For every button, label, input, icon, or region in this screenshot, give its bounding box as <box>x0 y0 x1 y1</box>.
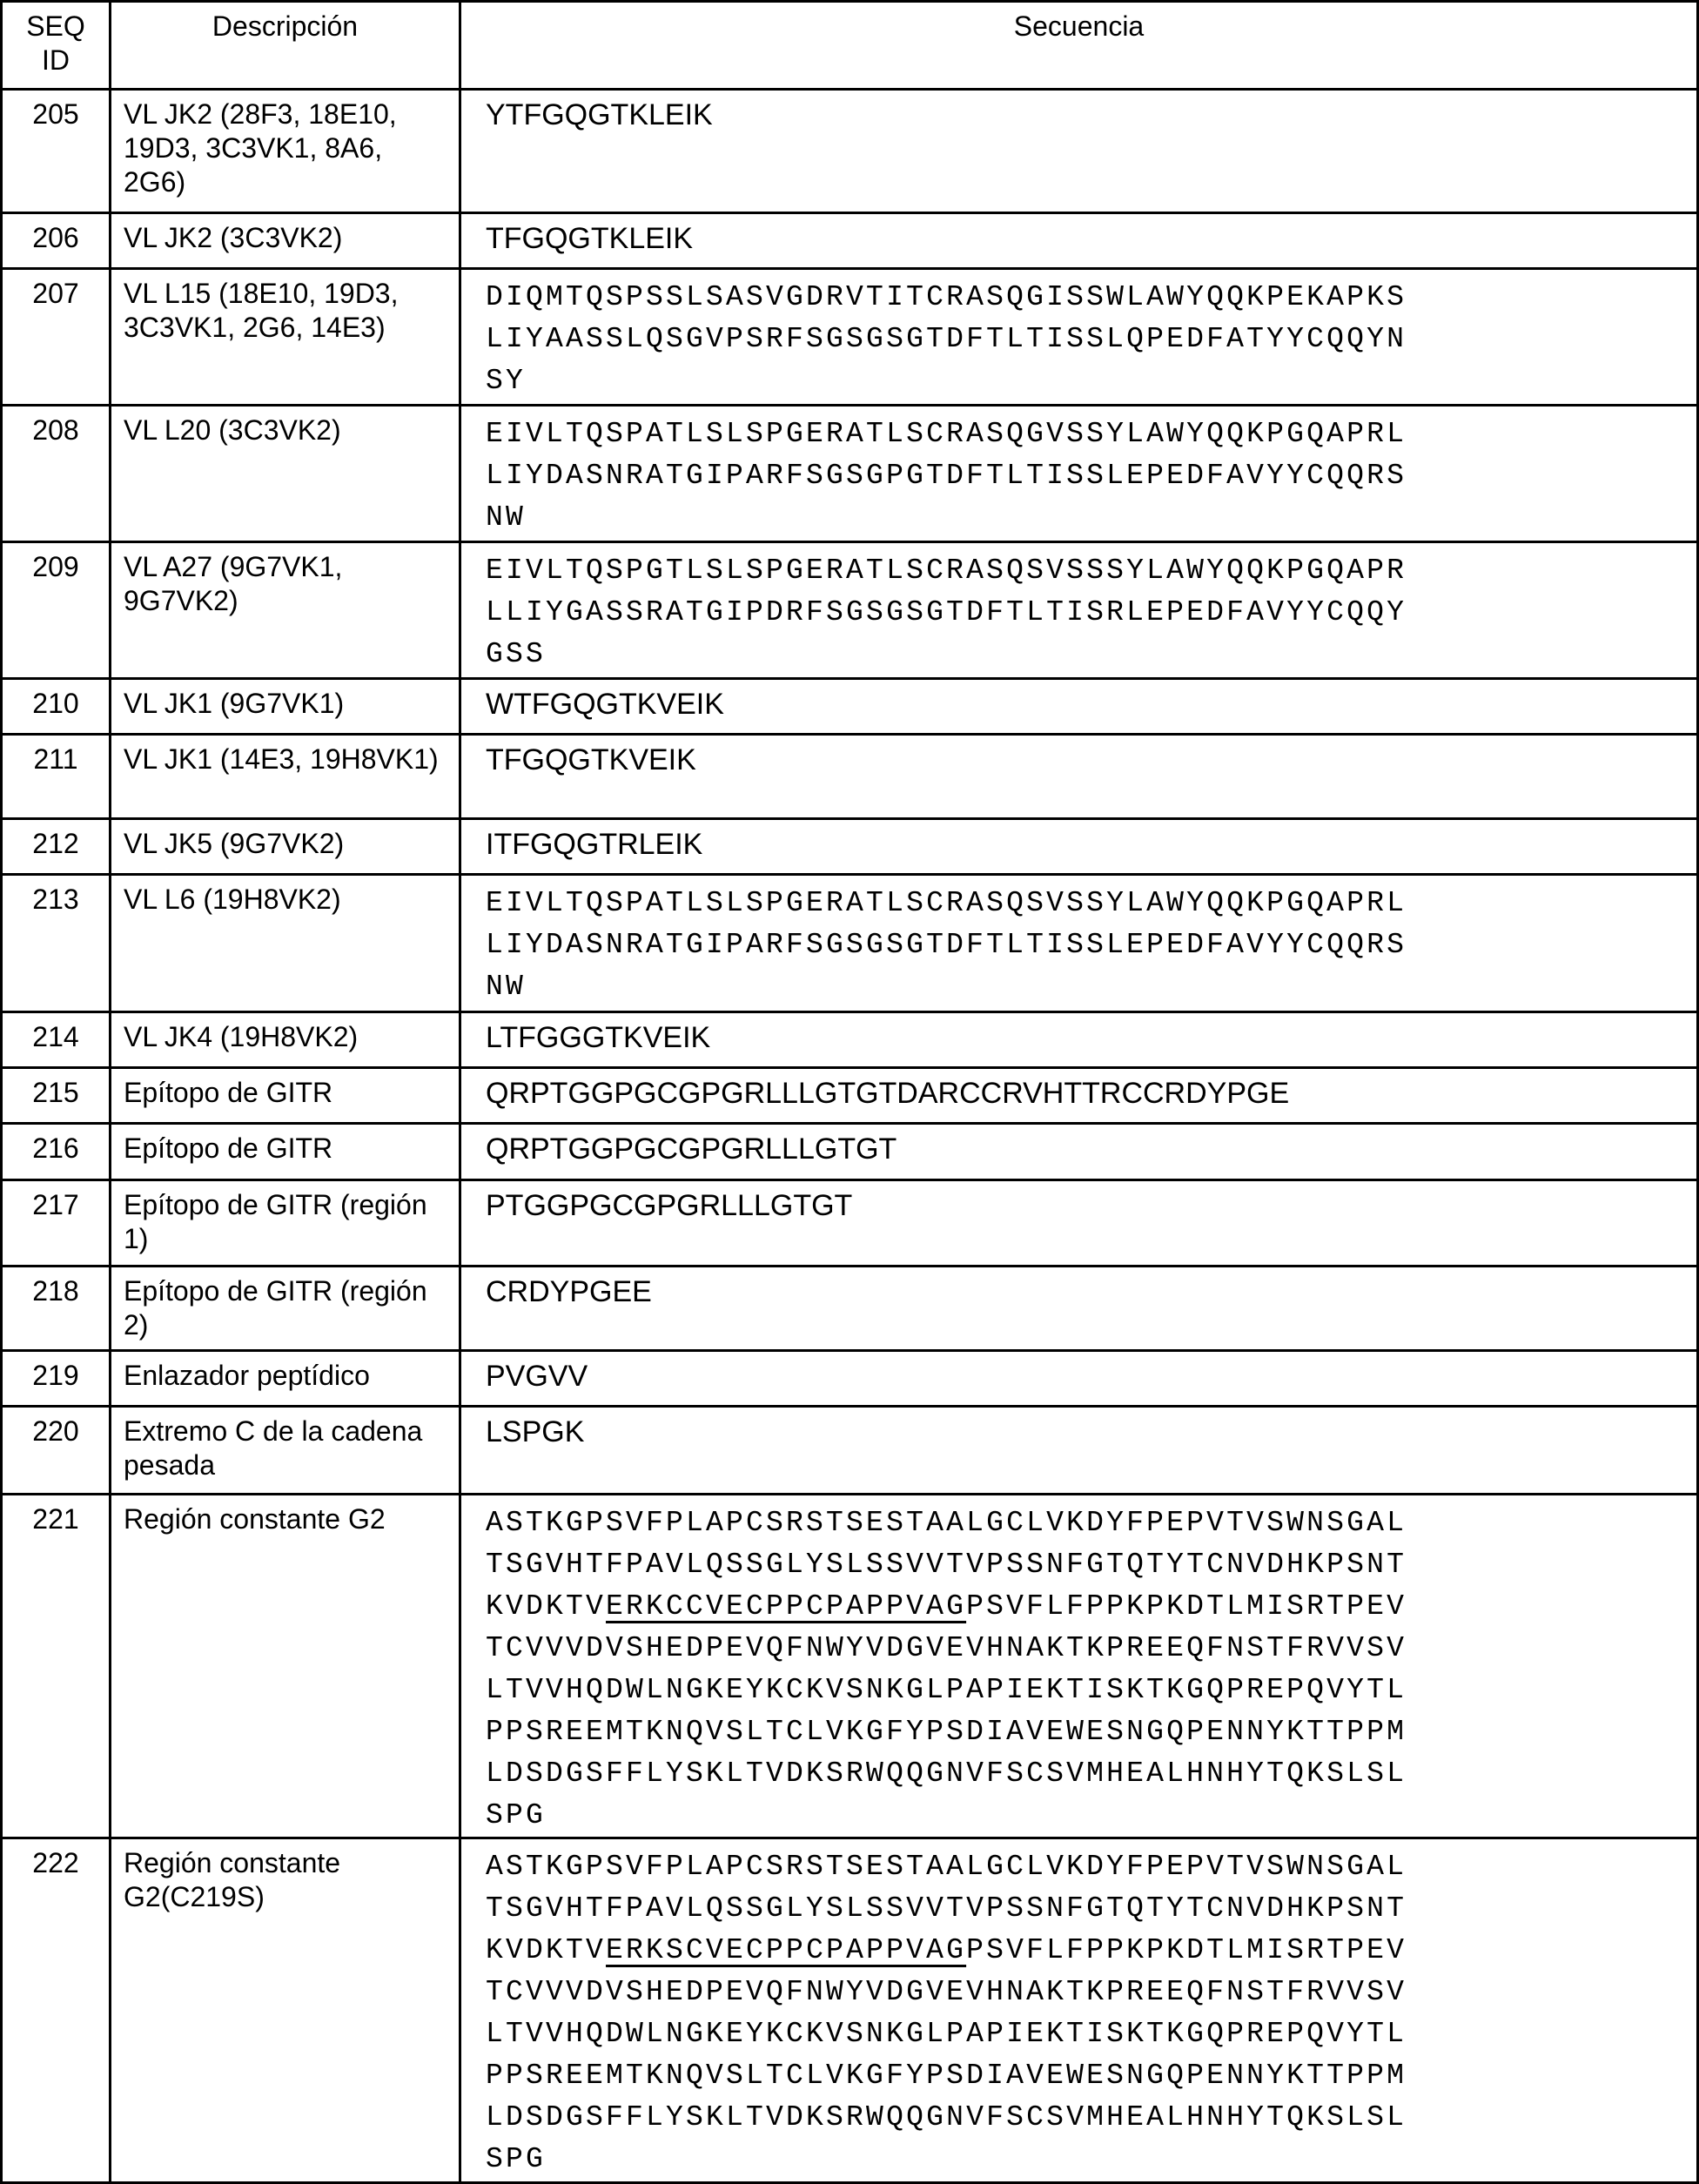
sequence-cell <box>460 90 1698 213</box>
sequence-segment: TCVVVDVSHEDPEVQFNWYVDGVEVHNAKTKPREEQFNSTFRVVSV <box>486 1632 1407 1664</box>
seq-id-cell: 220 <box>2 1407 111 1495</box>
underlined-hinge-segment: ERKCCVECPPCPAPPVAG <box>606 1590 966 1623</box>
sequence-cell <box>460 1495 1698 1838</box>
sequence-table <box>0 0 1699 2184</box>
sequence-segment: WTFGQGTKVEIK <box>486 688 724 721</box>
sequence-line <box>486 1132 897 1166</box>
description-cell: VL JK4 (19H8VK2) <box>111 1012 460 1068</box>
sequence-cell <box>460 1351 1698 1407</box>
seq-id-cell: 214 <box>2 1012 111 1068</box>
sequence-line <box>486 743 696 776</box>
sequence-segment: LTVVHQDWLNGKEYKCKVSNKGLPAPIEKTISKTKGQPREPQVYTL <box>486 1674 1407 1706</box>
sequence-line <box>486 966 1696 1008</box>
sequence-line <box>486 98 713 131</box>
sequence-segment: CRDYPGEE <box>486 1275 652 1308</box>
sequence-line <box>486 319 1696 360</box>
sequence-cell <box>460 1180 1698 1267</box>
sequence-segment: LIYDASNRATGIPARFSGSGPGTDFTLTISSLEPEDFAVYYCQQRS <box>486 460 1407 492</box>
sequence-line <box>486 455 1696 497</box>
table-row <box>2 1124 1698 1180</box>
sequence-line <box>486 2013 1696 2055</box>
sequence-segment: LTVVHQDWLNGKEYKCKVSNKGLPAPIEKTISKTKGQPREPQVYTL <box>486 2018 1407 2050</box>
description-cell: Epítopo de GITR (región 2) <box>111 1267 460 1351</box>
sequence-line <box>486 1628 1696 1670</box>
description-cell: VL JK2 (28F3, 18E10, 19D3, 3C3VK1, 8A6, 2G6) <box>111 90 460 213</box>
sequence-segment: TSGVHTFPAVLQSSGLYSLSSVVTVPSSNFGTQTYTCNVDHKPSNT <box>486 1549 1407 1581</box>
seq-id-cell: 209 <box>2 542 111 679</box>
table-header-row <box>2 2 1698 90</box>
sequence-line <box>486 634 1696 675</box>
sequence-line <box>486 1360 588 1393</box>
seq-id-cell: 221 <box>2 1495 111 1838</box>
sequence-segment: SPG <box>486 1799 546 1831</box>
sequence-line <box>486 592 1696 634</box>
sequence-cell <box>460 1012 1698 1068</box>
description-cell: VL L15 (18E10, 19D3, 3C3VK1, 2G6, 14E3) <box>111 269 460 406</box>
sequence-segment: ASTKGPSVFPLAPCSRSTSESTAALGCLVKDYFPEPVTVSWNSGAL <box>486 1851 1407 1883</box>
sequence-line <box>486 360 1696 402</box>
sequence-segment: TFGQGTKLEIK <box>486 222 693 255</box>
sequence-segment: DIQMTQSPSSLSASVGDRVTITCRASQGISSWLAWYQQKPEKAPKS <box>486 281 1407 313</box>
description-cell: Epítopo de GITR <box>111 1068 460 1124</box>
sequence-cell <box>460 1407 1698 1495</box>
seq-id-cell: 218 <box>2 1267 111 1351</box>
sequence-segment: ITFGQGTRLEIK <box>486 828 702 861</box>
header-sequence: Secuencia <box>460 2 1698 90</box>
underlined-hinge-segment: ERKSCVECPPCPAPPVAG <box>606 1934 966 1966</box>
sequence-segment: KVDKTV <box>486 1934 606 1966</box>
sequence-cell <box>460 1068 1698 1124</box>
sequence-cell <box>460 1838 1698 2183</box>
header-seq-id: SEQ ID <box>2 2 111 90</box>
sequence-segment: TCVVVDVSHEDPEVQFNWYVDGVEVHNAKTKPREEQFNSTFRVVSV <box>486 1976 1407 2008</box>
sequence-cell <box>460 213 1698 269</box>
sequence-line <box>486 497 1696 539</box>
table-row <box>2 1180 1698 1267</box>
sequence-line <box>486 1846 1696 1888</box>
description-cell: VL JK5 (9G7VK2) <box>111 819 460 875</box>
description-cell: Epítopo de GITR <box>111 1124 460 1180</box>
sequence-line <box>486 1189 852 1222</box>
sequence-segment: PPSREEMTKNQVSLTCLVKGFYPSDIAVEWESNGQPENNYKTTPPM <box>486 2060 1407 2092</box>
sequence-cell <box>460 406 1698 542</box>
description-cell: VL L6 (19H8VK2) <box>111 875 460 1012</box>
sequence-segment: LIYDASNRATGIPARFSGSGSGTDFTLTISSLEPEDFAVYYCQQRS <box>486 929 1407 961</box>
sequence-segment: TSGVHTFPAVLQSSGLYSLSSVVTVPSSNFGTQTYTCNVDHKPSNT <box>486 1892 1407 1925</box>
seq-id-cell: 206 <box>2 213 111 269</box>
sequence-line <box>486 222 693 255</box>
sequence-line <box>486 688 724 721</box>
seq-id-cell: 216 <box>2 1124 111 1180</box>
sequence-segment: PPSREEMTKNQVSLTCLVKGFYPSDIAVEWESNGQPENNYKTTPPM <box>486 1716 1407 1748</box>
seq-id-cell: 205 <box>2 90 111 213</box>
sequence-line <box>486 1586 1696 1628</box>
description-cell: Epítopo de GITR (región 1) <box>111 1180 460 1267</box>
sequence-segment: LDSDGSFFLYSKLTVDKSRWQQGNVFSCSVMHEALHNHYTQKSLSL <box>486 2101 1407 2134</box>
table-row <box>2 1838 1698 2183</box>
sequence-segment: LDSDGSFFLYSKLTVDKSRWQQGNVFSCSVMHEALHNHYTQKSLSL <box>486 1757 1407 1790</box>
seq-id-cell: 215 <box>2 1068 111 1124</box>
sequence-line <box>486 924 1696 966</box>
sequence-segment: LIYAASSLQSGVPSRFSGSGSGTDFTLTISSLQPEDFATYYCQQYN <box>486 323 1407 355</box>
sequence-cell <box>460 735 1698 819</box>
table-body <box>2 90 1698 2183</box>
sequence-segment: KVDKTV <box>486 1590 606 1623</box>
description-cell: VL L20 (3C3VK2) <box>111 406 460 542</box>
table-row <box>2 406 1698 542</box>
sequence-line <box>486 1795 1696 1837</box>
sequence-line <box>486 883 1696 924</box>
sequence-line <box>486 2139 1696 2181</box>
description-cell: VL JK1 (14E3, 19H8VK1) <box>111 735 460 819</box>
sequence-segment: PTGGPGCGPGRLLLGTGT <box>486 1189 852 1222</box>
table-row <box>2 819 1698 875</box>
sequence-line <box>486 1415 584 1448</box>
sequence-line <box>486 1711 1696 1753</box>
table-row <box>2 542 1698 679</box>
table-row <box>2 875 1698 1012</box>
sequence-segment: TFGQGTKVEIK <box>486 743 696 776</box>
sequence-line <box>486 1670 1696 1711</box>
sequence-cell <box>460 1124 1698 1180</box>
sequence-segment: EIVLTQSPATLSLSPGERATLSCRASQSVSSYLAWYQQKPGQAPRL <box>486 887 1407 919</box>
description-cell: VL JK2 (3C3VK2) <box>111 213 460 269</box>
sequence-cell <box>460 679 1698 735</box>
table-row <box>2 90 1698 213</box>
sequence-segment: NW <box>486 971 526 1003</box>
sequence-line <box>486 413 1696 455</box>
sequence-segment: EIVLTQSPATLSLSPGERATLSCRASQGVSSYLAWYQQKPGQAPRL <box>486 418 1407 450</box>
seq-id-cell: 217 <box>2 1180 111 1267</box>
description-cell: VL JK1 (9G7VK1) <box>111 679 460 735</box>
sequence-line <box>486 2097 1696 2139</box>
table-row <box>2 1495 1698 1838</box>
table-row <box>2 269 1698 406</box>
description-cell: Región constante G2(C219S) <box>111 1838 460 2183</box>
description-cell: VL A27 (9G7VK1, 9G7VK2) <box>111 542 460 679</box>
description-cell: Extremo C de la cadena pesada <box>111 1407 460 1495</box>
sequence-segment: PSVFLFPPKPKDTLMISRTPEV <box>966 1934 1407 1966</box>
sequence-segment: EIVLTQSPGTLSLSPGERATLSCRASQSVSSSYLAWYQQKPGQAPR <box>486 554 1407 587</box>
sequence-segment: LTFGGGTKVEIK <box>486 1021 710 1054</box>
sequence-segment: QRPTGGPGCGPGRLLLGTGTDARCCRVHTTRCCRDYPGE <box>486 1077 1289 1110</box>
sequence-segment: PVGVV <box>486 1360 588 1393</box>
seq-id-cell: 222 <box>2 1838 111 2183</box>
seq-id-cell: 208 <box>2 406 111 542</box>
sequence-cell <box>460 542 1698 679</box>
sequence-line <box>486 2055 1696 2097</box>
seq-id-cell: 210 <box>2 679 111 735</box>
sequence-cell <box>460 819 1698 875</box>
seq-id-cell: 211 <box>2 735 111 819</box>
sequence-line <box>486 1753 1696 1795</box>
table-row <box>2 1068 1698 1124</box>
sequence-line <box>486 1502 1696 1544</box>
sequence-cell <box>460 1267 1698 1351</box>
seq-id-cell: 207 <box>2 269 111 406</box>
sequence-line <box>486 1888 1696 1930</box>
header-description: Descripción <box>111 2 460 90</box>
seq-id-cell: 213 <box>2 875 111 1012</box>
sequence-segment: GSS <box>486 638 546 670</box>
sequence-line <box>486 550 1696 592</box>
sequence-segment: YTFGQGTKLEIK <box>486 98 713 131</box>
sequence-line <box>486 1021 710 1054</box>
sequence-segment: NW <box>486 501 526 534</box>
table-row <box>2 679 1698 735</box>
sequence-segment: LSPGK <box>486 1415 584 1448</box>
description-cell: Enlazador peptídico <box>111 1351 460 1407</box>
seq-id-cell: 219 <box>2 1351 111 1407</box>
sequence-segment: SPG <box>486 2143 546 2175</box>
table-row <box>2 213 1698 269</box>
sequence-line <box>486 1077 1289 1110</box>
description-cell: Región constante G2 <box>111 1495 460 1838</box>
table-row <box>2 1407 1698 1495</box>
sequence-line <box>486 1544 1696 1586</box>
table-row <box>2 1012 1698 1068</box>
table-row <box>2 1267 1698 1351</box>
sequence-line <box>486 277 1696 319</box>
sequence-line <box>486 1972 1696 2013</box>
sequence-segment: LLIYGASSRATGIPDRFSGSGSGTDFTLTISRLEPEDFAVYYCQQY <box>486 596 1407 628</box>
table-row <box>2 1351 1698 1407</box>
sequence-cell <box>460 875 1698 1012</box>
sequence-segment: PSVFLFPPKPKDTLMISRTPEV <box>966 1590 1407 1623</box>
seq-id-cell: 212 <box>2 819 111 875</box>
table-row <box>2 735 1698 819</box>
sequence-cell <box>460 269 1698 406</box>
sequence-line <box>486 828 702 861</box>
sequence-segment: QRPTGGPGCGPGRLLLGTGT <box>486 1132 897 1166</box>
sequence-line <box>486 1930 1696 1972</box>
sequence-line <box>486 1275 652 1308</box>
sequence-segment: SY <box>486 365 526 397</box>
sequence-segment: ASTKGPSVFPLAPCSRSTSESTAALGCLVKDYFPEPVTVSWNSGAL <box>486 1507 1407 1539</box>
